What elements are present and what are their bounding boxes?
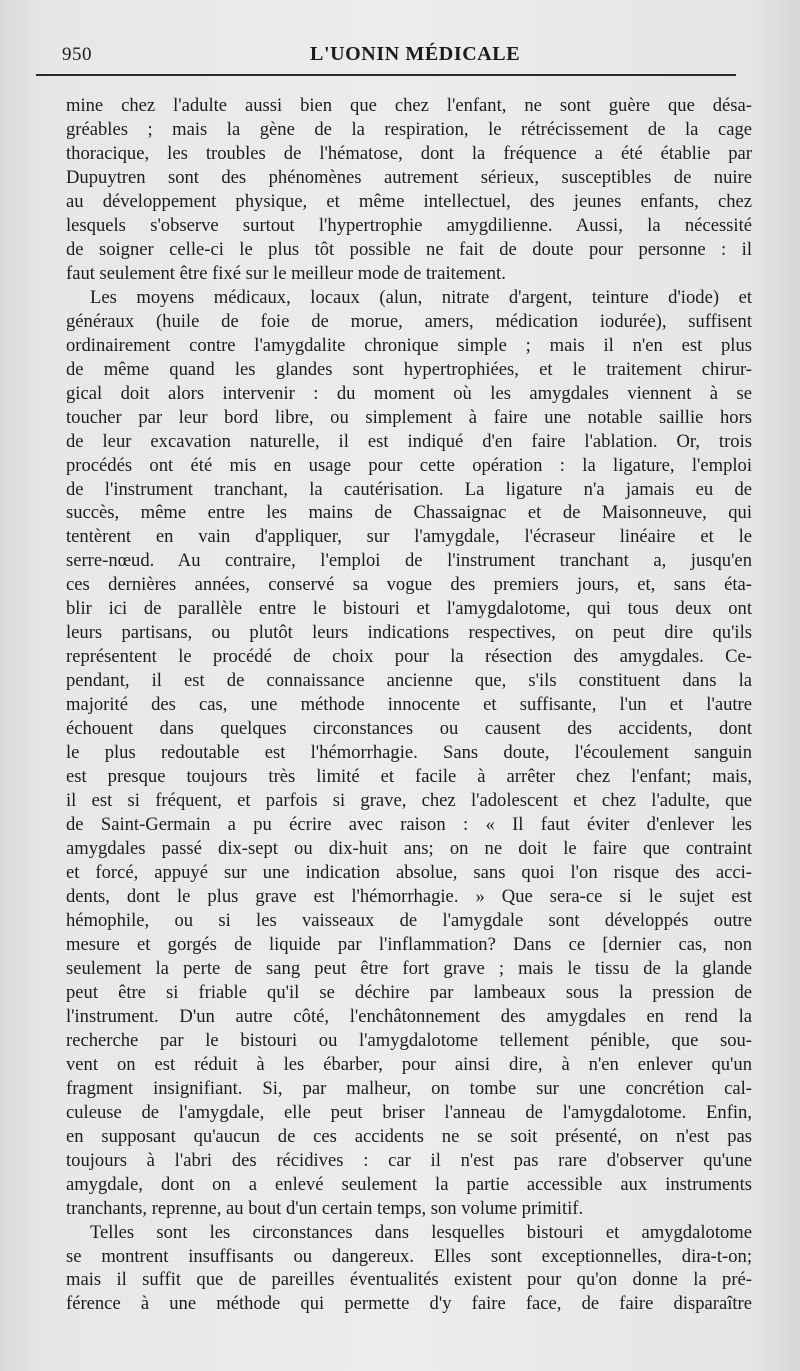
text-line: dents, dont le plus grave est l'hémorrhagie. » Que sera-ce si le sujet est: [66, 885, 752, 907]
text-line: de l'instrument tranchant, la cautérisation. La ligature n'a jamais eu de: [66, 478, 752, 500]
text-line: se montrent insuffisants ou dangereux. Elles sont exceptionnelles, dira-t-on;: [66, 1245, 752, 1267]
text-line: généraux (huile de foie de morue, amers, médication iodurée), suffisent: [66, 310, 752, 332]
text-line: au développement physique, et même intellectuel, des jeunes enfants, chez: [66, 190, 752, 212]
text-line: de Saint-Germain a pu écrire avec raison : « Il faut éviter d'enlever les: [66, 814, 752, 836]
text-line: toucher par leur bord libre, ou simplement à faire une notable saillie hors: [66, 406, 752, 428]
page-header: [60, 44, 745, 70]
header-rule: [36, 74, 736, 76]
text-line: gical doit alors intervenir : du moment où les amygdales viennent à se: [66, 382, 752, 404]
text-line: de soigner celle-ci le plus tôt possible ne fait de doute pour personne : il: [66, 238, 752, 260]
text-line: lesquels s'observe surtout l'hypertrophie amygdilienne. Aussi, la nécessité: [66, 214, 752, 236]
text-line: en supposant qu'aucun de ces accidents ne se soit présenté, on n'est pas: [66, 1125, 752, 1147]
text-line: de même quand les glandes sont hypertrophiées, et le traitement chirur-: [66, 358, 752, 380]
text-line: mine chez l'adulte aussi bien que chez l'enfant, ne sont guère que désa-: [66, 95, 752, 116]
text-line: férence à une méthode qui permette d'y faire face, de faire disparaître: [66, 1293, 752, 1315]
text-line: est presque toujours très limité et facile à arrêter chez l'enfant; mais,: [66, 766, 752, 788]
page-number: 950: [62, 44, 92, 65]
text-line: Dupuytren sont des phénomènes autrement sérieux, susceptibles de nuire: [66, 166, 752, 188]
text-line: toujours à l'abri des récidives : car il n'est pas rare d'observer qu'une: [66, 1149, 752, 1171]
text-line: pendant, il est de connaissance ancienne que, s'ils constituent dans la: [66, 670, 752, 692]
text-line: tranchants, reprenne, au bout d'un certain temps, son volume primitif.: [66, 1197, 584, 1219]
text-line: fragment insignifiant. Si, par malheur, on tombe sur une concrétion cal-: [66, 1077, 752, 1099]
text-line: mais il suffit que de pareilles éventualités existent pour qu'on donne la pré-: [66, 1269, 752, 1291]
running-title: L'UONIN MÉDICALE: [310, 43, 521, 65]
text-line: mesure et gorgés de liquide par l'inflammation? Dans ce [dernier cas, non: [66, 933, 752, 955]
text-line: ces dernières années, conservé sa vogue des premiers jours, et, sans éta-: [66, 574, 752, 596]
text-line: gréables ; mais la gène de la respiration, le rétrécissement de la cage: [66, 118, 752, 140]
text-line: seulement la perte de sang peut être fort grave ; mais le tissu de la glande: [66, 957, 752, 979]
text-line: succès, même entre les mains de Chassaignac et de Maisonneuve, qui: [66, 502, 752, 524]
text-line: faut seulement être fixé sur le meilleur mode de traitement.: [66, 262, 506, 284]
text-line: Telles sont les circonstances dans lesquelles bistouri et amygdalotome: [90, 1221, 752, 1243]
text-line: recherche par le bistouri ou l'amygdalotome tellement pénible, que sou-: [66, 1029, 752, 1051]
text-line: peut être si friable qu'il se déchire par lambeaux sous la pression de: [66, 981, 752, 1003]
text-line: culeuse de l'amygdale, elle peut briser l'anneau de l'amygdalotome. Enfin,: [66, 1101, 752, 1123]
text-line: thoracique, les troubles de l'hématose, dont la fréquence a été établie par: [66, 142, 752, 164]
text-line: Les moyens médicaux, locaux (alun, nitrate d'argent, teinture d'iode) et: [90, 286, 752, 308]
text-line: représentent le procédé de choix pour la résection des amygdales. Ce-: [66, 646, 752, 668]
text-line: tentèrent en vain d'appliquer, sur l'amygdale, l'écraseur linéaire et le: [66, 526, 752, 548]
text-line: de leur excavation naturelle, il est indiqué d'en faire l'ablation. Or, trois: [66, 430, 752, 452]
text-line: blir ici de parallèle entre le bistouri et l'amygdalotome, qui tous deux ont: [66, 598, 752, 620]
body-text: [66, 94, 752, 1316]
text-line: l'instrument. D'un autre côté, l'enchâtonnement des amygdales en rend la: [66, 1005, 752, 1027]
text-line: il est si fréquent, et parfois si grave, chez l'adolescent et chez l'adulte, que: [66, 790, 752, 812]
text-line: amygdales passé dix-sept ou dix-huit ans; on ne doit le faire que contraint: [66, 838, 752, 860]
text-line: leurs partisans, ou plutôt leurs indications respectives, on peut dire qu'ils: [66, 622, 752, 644]
text-line: amygdale, dont on a enlevé seulement la partie accessible aux instruments: [66, 1173, 752, 1195]
text-line: hémophile, ou si les vaisseaux de l'amygdale sont développés outre: [66, 909, 752, 931]
text-line: vent on est réduit à les ébarber, pour ainsi dire, à n'en enlever qu'un: [66, 1053, 752, 1075]
text-line: procédés ont été mis en usage pour cette opération : la ligature, l'emploi: [66, 454, 752, 476]
text-line: échouent dans quelques circonstances ou causent des accidents, dont: [66, 718, 752, 740]
text-line: le plus redoutable est l'hémorrhagie. Sans doute, l'écoulement sanguin: [66, 742, 752, 764]
text-line: serre-nœud. Au contraire, l'emploi de l'instrument tranchant a, jusqu'en: [66, 550, 752, 572]
text-line: majorité des cas, une méthode innocente et suffisante, l'un et l'autre: [66, 694, 752, 716]
text-line: et forcé, appuyé sur une indication absolue, sans quoi l'on risque des acci-: [66, 862, 752, 883]
text-line: ordinairement contre l'amygdalite chronique simple ; mais il n'en est plus: [66, 334, 752, 356]
